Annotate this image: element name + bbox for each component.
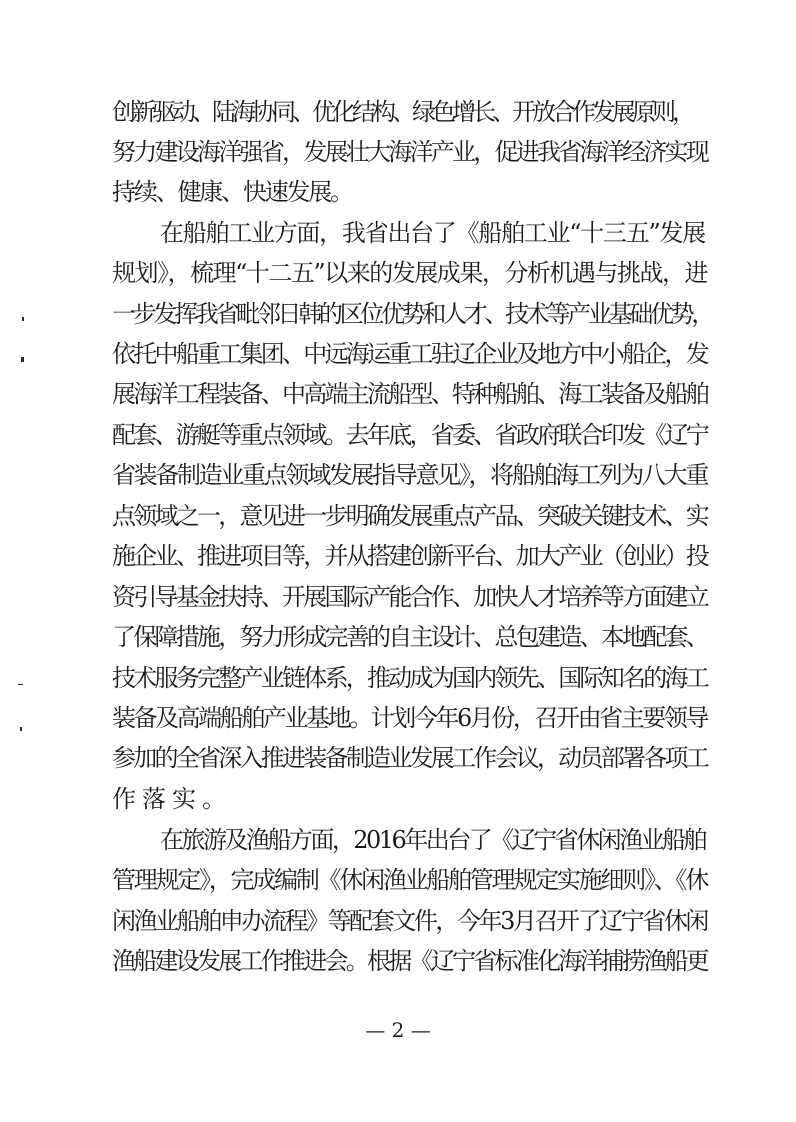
scan-mark xyxy=(21,357,24,362)
text-line: 持续、健康、快速发展。 xyxy=(112,178,352,206)
text-line: 闲渔业船舶申办流程》等配套文件，今年3月召开了辽宁省休闲 xyxy=(112,907,707,935)
text-line: 作落实。 xyxy=(112,785,232,813)
scan-mark xyxy=(22,317,24,321)
scan-mark xyxy=(18,684,23,685)
text-line: 在旅游及渔船方面，2016年出台了《辽宁省休闲渔业船舶 xyxy=(160,826,705,854)
text-line: 资引导基金扶持、开展国际产能合作、加快人才培养等方面建立 xyxy=(112,583,707,611)
scan-mark xyxy=(20,727,22,731)
text-line: 省装备制造业重点领域发展指导意见》，将船舶海工列为八大重 xyxy=(112,461,707,489)
text-line: 努力建设海洋强省，发展壮大海洋产业，促进我省海洋经济实现 xyxy=(112,138,707,166)
text-line: 在船舶工业方面，我省出台了《船舶工业“十三五”发展 xyxy=(160,219,705,247)
text-line: 依托中船重工集团、中远海运重工驻辽企业及地方中小船企，发 xyxy=(112,340,707,368)
text-line: 参加的全省深入推进装备制造业发展工作会议，动员部署各项工 xyxy=(112,744,707,772)
text-line: 了保障措施，努力形成完善的自主设计、总包建造、本地配套、 xyxy=(112,623,707,651)
text-line: 装备及高端船舶产业基地。计划今年6月份，召开由省主要领导 xyxy=(112,704,707,732)
text-line: 点领域之一，意见进一步明确发展重点产品、突破关键技术、实 xyxy=(112,502,707,530)
text-line: 展海洋工程装备、中高端主流船型、特种船舶、海工装备及船舶 xyxy=(112,380,707,408)
text-line: 创新驱动、陆海协同、优化结构、绿色增长、开放合作发展原则， xyxy=(112,98,692,126)
text-line: 规划》，梳理“十二五”以来的发展成果，分析机遇与挑战，进 xyxy=(112,259,707,287)
text-line: 施企业、推进项目等，并从搭建创新平台、加大产业（创业）投 xyxy=(112,542,707,570)
text-line: 配套、游艇等重点领域。去年底，省委、省政府联合印发《辽宁 xyxy=(112,421,707,449)
text-line: 技术服务完整产业链体系，推动成为国内领先、国际知名的海工 xyxy=(112,664,707,692)
page-number: — 2 — xyxy=(365,1018,431,1042)
text-line: 一步发挥我省毗邻日韩的区位优势和人才、技术等产业基础优势， xyxy=(112,300,712,328)
text-line: 管理规定》，完成编制《休闲渔业船舶管理规定实施细则》、《休 xyxy=(112,866,707,894)
text-line: 渔船建设发展工作推进会。根据《辽宁省标准化海洋捕捞渔船更 xyxy=(112,947,707,975)
